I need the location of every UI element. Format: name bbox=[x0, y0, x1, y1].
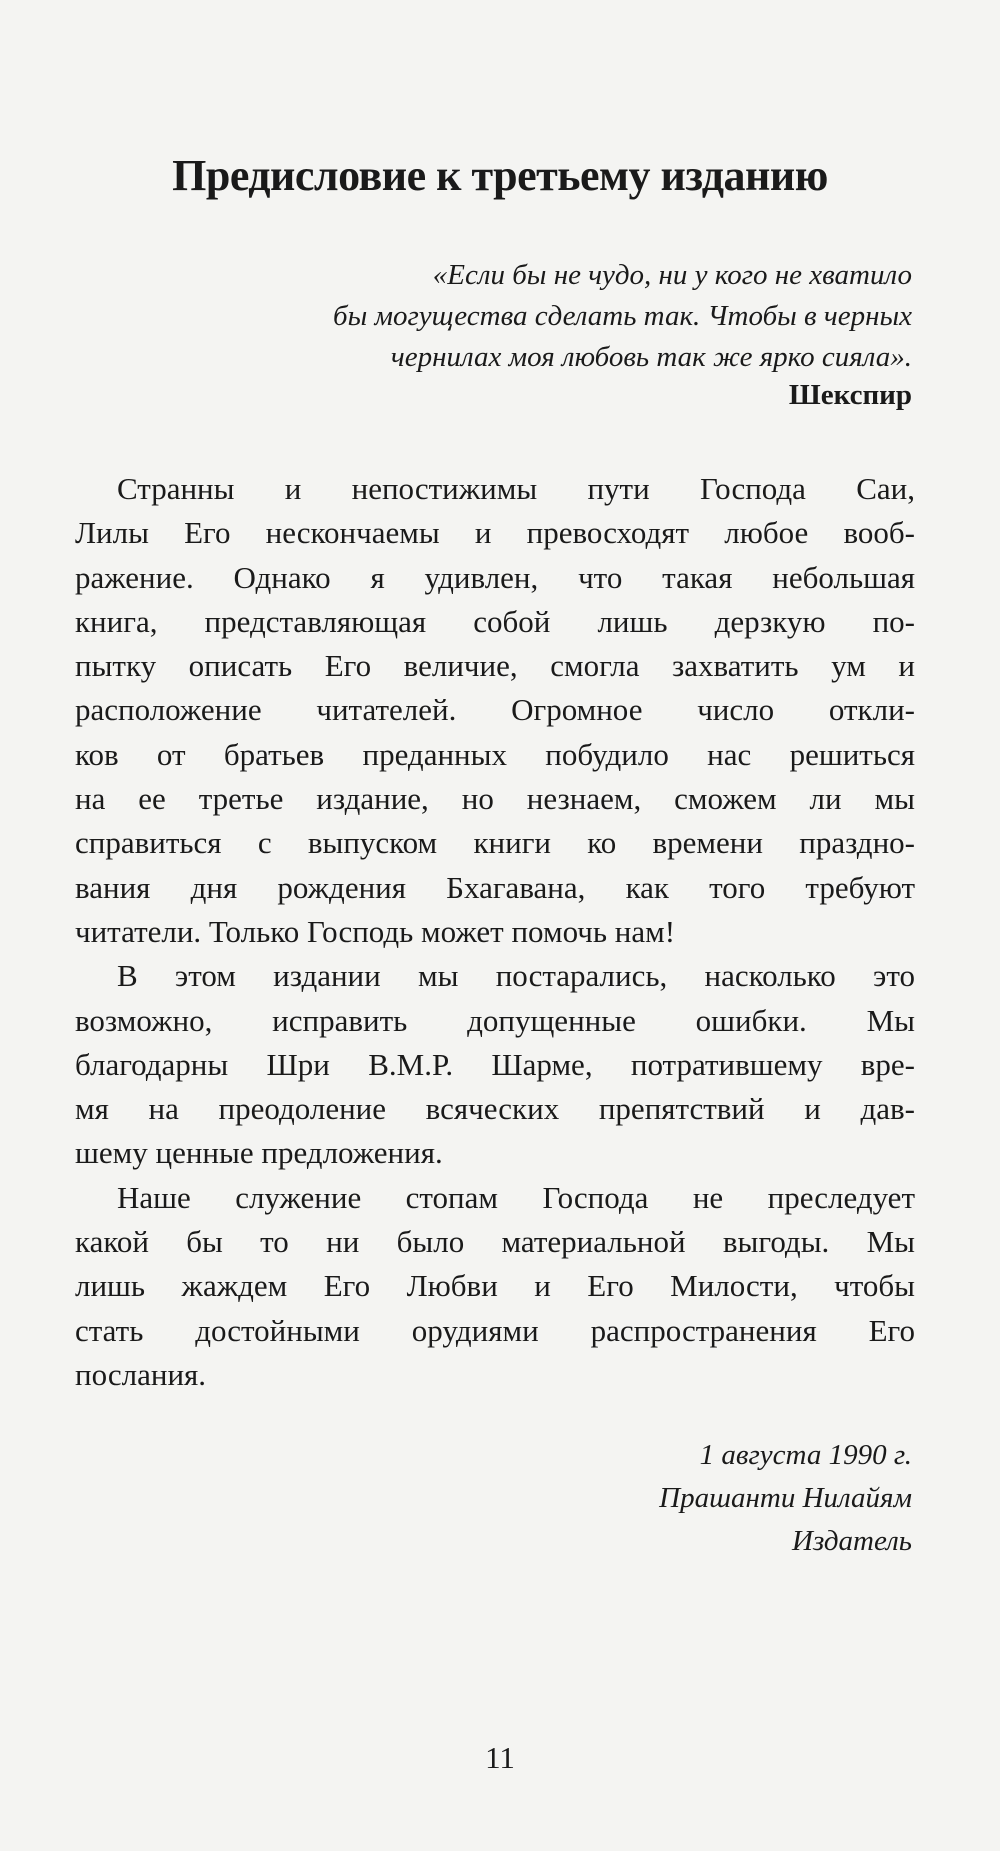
text-line: справиться с выпуском книги ко времени праздно- bbox=[75, 825, 915, 861]
text-line: пытку описать Его величие, смогла захватить ум и bbox=[75, 648, 915, 684]
epigraph-line: бы могущества сделать так. Чтобы в черных bbox=[333, 300, 912, 332]
epigraph-line: чернилах моя любовь так же ярко сияла». bbox=[390, 341, 912, 373]
text-line: на ее третье издание, но незнаем, сможем ли мы bbox=[75, 781, 915, 817]
epigraph bbox=[192, 255, 912, 378]
epigraph-line: «Если бы не чудо, ни у кого не хватило bbox=[432, 259, 912, 291]
signature-place: Прашанти Нилайям bbox=[659, 1482, 912, 1514]
text-line: В этом издании мы постарались, насколько это bbox=[117, 958, 915, 994]
signature-role: Издатель bbox=[792, 1525, 912, 1557]
text-line: вания дня рождения Бхагавана, как того требуют bbox=[75, 869, 915, 905]
text-line: Лилы Его нескончаемы и превосходят любое вооб- bbox=[75, 515, 915, 551]
text-line: книга, представляющая собой лишь дерзкую по- bbox=[75, 603, 915, 639]
body-text bbox=[75, 467, 915, 1397]
text-line: расположение читателей. Огромное число откли- bbox=[75, 692, 915, 728]
text-line: читатели. Только Господь может помочь нам! bbox=[75, 913, 676, 949]
signature-date: 1 августа 1990 г. bbox=[699, 1439, 912, 1471]
epigraph-author: Шекспир bbox=[788, 379, 912, 411]
text-line: ражение. Однако я удивлен, что такая небольшая bbox=[75, 559, 915, 595]
text-line: послания. bbox=[75, 1356, 207, 1392]
text-line: ков от братьев преданных побудило нас решиться bbox=[75, 736, 915, 772]
text-line: Странны и непостижимы пути Господа Саи, bbox=[117, 471, 915, 506]
paragraph-1 bbox=[75, 467, 915, 954]
paragraph-2 bbox=[75, 954, 915, 1175]
signature-block bbox=[659, 1434, 912, 1563]
text-line: шему ценные предложения. bbox=[75, 1135, 443, 1171]
text-line: стать достойными орудиями распространения Его bbox=[75, 1312, 915, 1348]
text-line: Наше служение стопам Господа не преследует bbox=[117, 1179, 915, 1215]
text-line: какой бы то ни было материальной выгоды. Мы bbox=[75, 1224, 915, 1260]
text-line: возможно, исправить допущенные ошибки. Мы bbox=[75, 1002, 915, 1038]
paragraph-3 bbox=[75, 1176, 915, 1397]
text-line: благодарны Шри В.М.Р. Шарме, потратившему вре- bbox=[75, 1046, 915, 1082]
text-line: мя на преодоление всяческих препятствий и дав- bbox=[75, 1091, 915, 1127]
page-title: Предисловие к третьему изданию bbox=[172, 151, 828, 200]
page-number: 11 bbox=[485, 1740, 515, 1775]
text-line: лишь жаждем Его Любви и Его Милости, чтобы bbox=[75, 1268, 915, 1304]
